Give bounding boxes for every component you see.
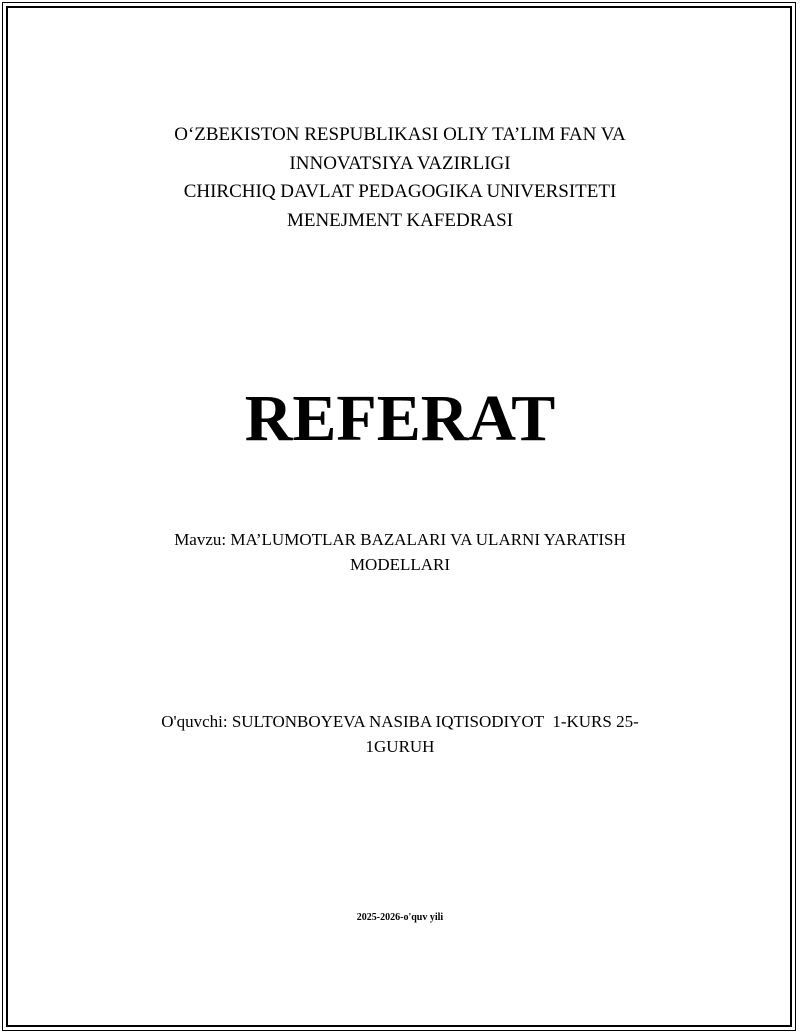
header-line-university: CHIRCHIQ DAVLAT PEDAGOGIKA UNIVERSITETI — [183, 181, 617, 202]
student-block — [0, 710, 800, 759]
header-line-ministry-1: O‘ZBEKISTON RESPUBLIKASI OLIY TA’LIM FAN VA — [174, 124, 626, 145]
student-line-1: O'quvchi: SULTONBOYEVA NASIBA IQTISODIYOT 1-KURS 25- — [161, 712, 639, 731]
topic-line-2: MODELLARI — [349, 554, 451, 574]
institution-header — [0, 121, 800, 235]
academic-year: 2025-2026-o'quv yili — [356, 912, 444, 923]
document-title: REFERAT — [244, 382, 556, 455]
topic-block — [0, 528, 800, 577]
student-line-2: 1GURUH — [365, 736, 435, 756]
header-line-department: MENEJMENT KAFEDRASI — [286, 209, 514, 231]
header-line-ministry-2: INNOVATSIYA VAZIRLIGI — [289, 152, 511, 174]
topic-line-1: Mavzu: MA’LUMOTLAR BAZALARI VA ULARNI YARATISH — [174, 530, 626, 549]
